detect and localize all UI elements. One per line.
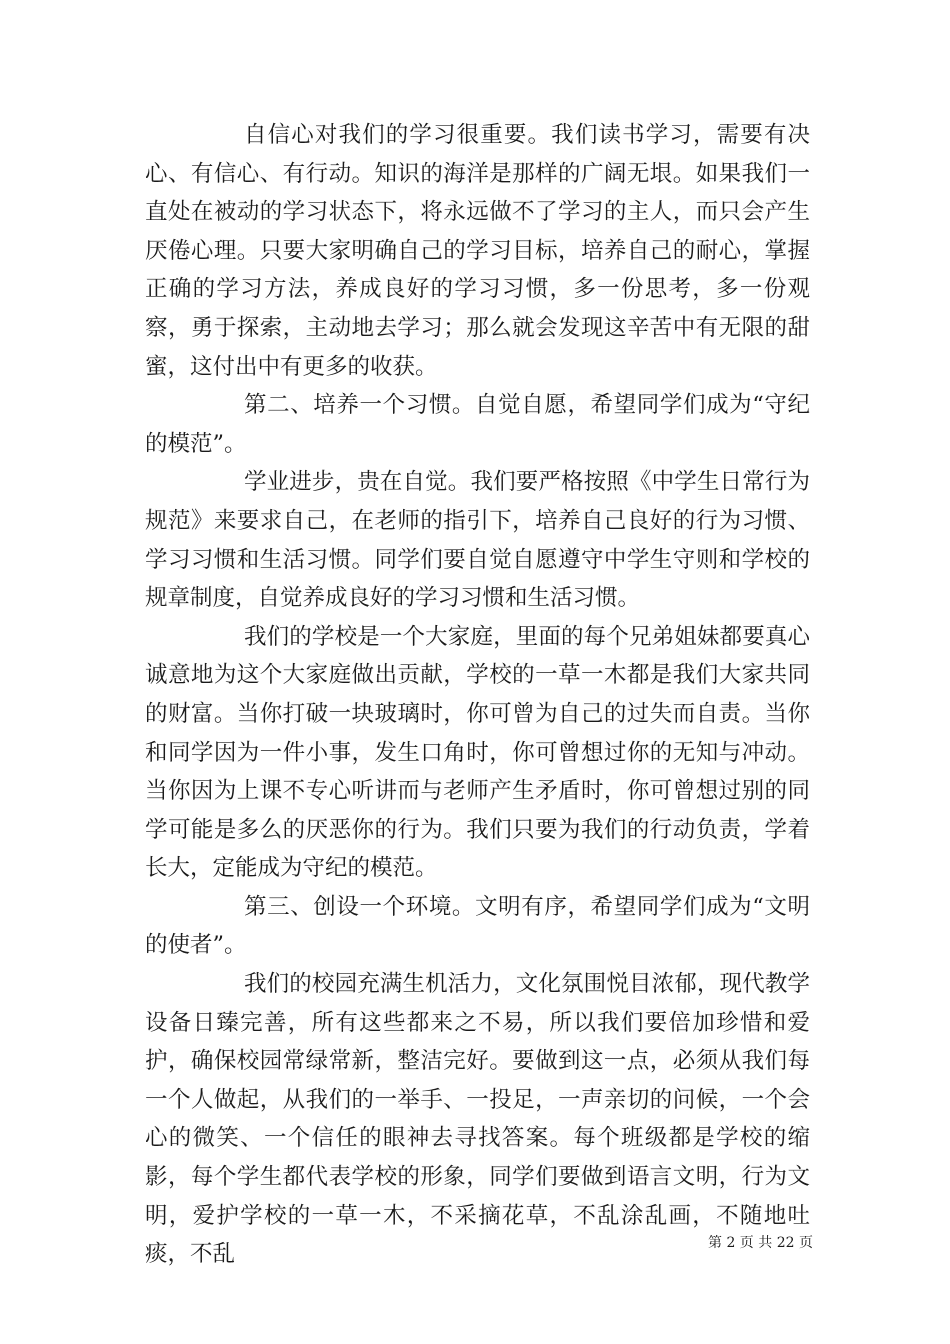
- paragraph-third-point-heading: 第三、创设一个环境。文明有序，希望同学们成为“文明的使者”。: [145, 893, 810, 959]
- paragraph-self-confidence: 自信心对我们的学习很重要。我们读书学习，需要有决心、有信心、有行动。知识的海洋是那样的广阔无垠。如果我们一直处在被动的学习状态下，将永远做不了学习的主人，而只会产生厌倦心理。只要大家明确自己的学习目标，培养自己的耐心，掌握正确的学习方法，养成良好的学习习惯，多一份思考，多一份观察，勇于探索，主动地去学习；那么就会发现这辛苦中有无限的甜蜜，这付出中有更多的收获。: [145, 122, 810, 380]
- paragraph-campus-environment: 我们的校园充满生机活力，文化氛围悦目浓郁，现代教学设备日臻完善，所有这些都来之不易，所以我们要倍加珍惜和爱护，确保校园常绿常新，整洁完好。要做到这一点，必须从我们每一个人做起，从我们的一举手、一投足，一声亲切的问候，一个会心的微笑、一个信任的眼神去寻找答案。每个班级都是学校的缩影，每个学生都代表学校的形象，同学们要做到语言文明，行为文明，爱护学校的一草一木，不采摘花草，不乱涂乱画，不随地吐痰，不乱: [145, 971, 810, 1268]
- page-number-footer: 第 2 页 共 22 页: [708, 1235, 813, 1251]
- document-body: [145, 116, 810, 1274]
- paragraph-second-point-heading: 第二、培养一个习惯。自觉自愿，希望同学们成为“守纪的模范”。: [145, 392, 810, 457]
- paragraph-school-family: 我们的学校是一个大家庭，里面的每个兄弟姐妹都要真心诚意地为这个大家庭做出贡献，学校的一草一木都是我们大家共同的财富。当你打破一块玻璃时，你可曾为自己的过失而自责。当你和同学因为一件小事，发生口角时，你可曾想过你的无知与冲动。当你因为上课不专心听讲而与老师产生矛盾时，你可曾想过别的同学可能是多么的厌恶你的行为。我们只要为我们的行动负责，学着长大，定能成为守纪的模范。: [145, 623, 810, 882]
- paragraph-self-discipline: 学业进步，贵在自觉。我们要严格按照《中学生日常行为规范》来要求自己，在老师的指引下，培养自己良好的行为习惯、学习习惯和生活习惯。同学们要自觉自愿遵守中学生守则和学校的规章制度，自觉养成良好的学习习惯和生活习惯。: [145, 469, 810, 612]
